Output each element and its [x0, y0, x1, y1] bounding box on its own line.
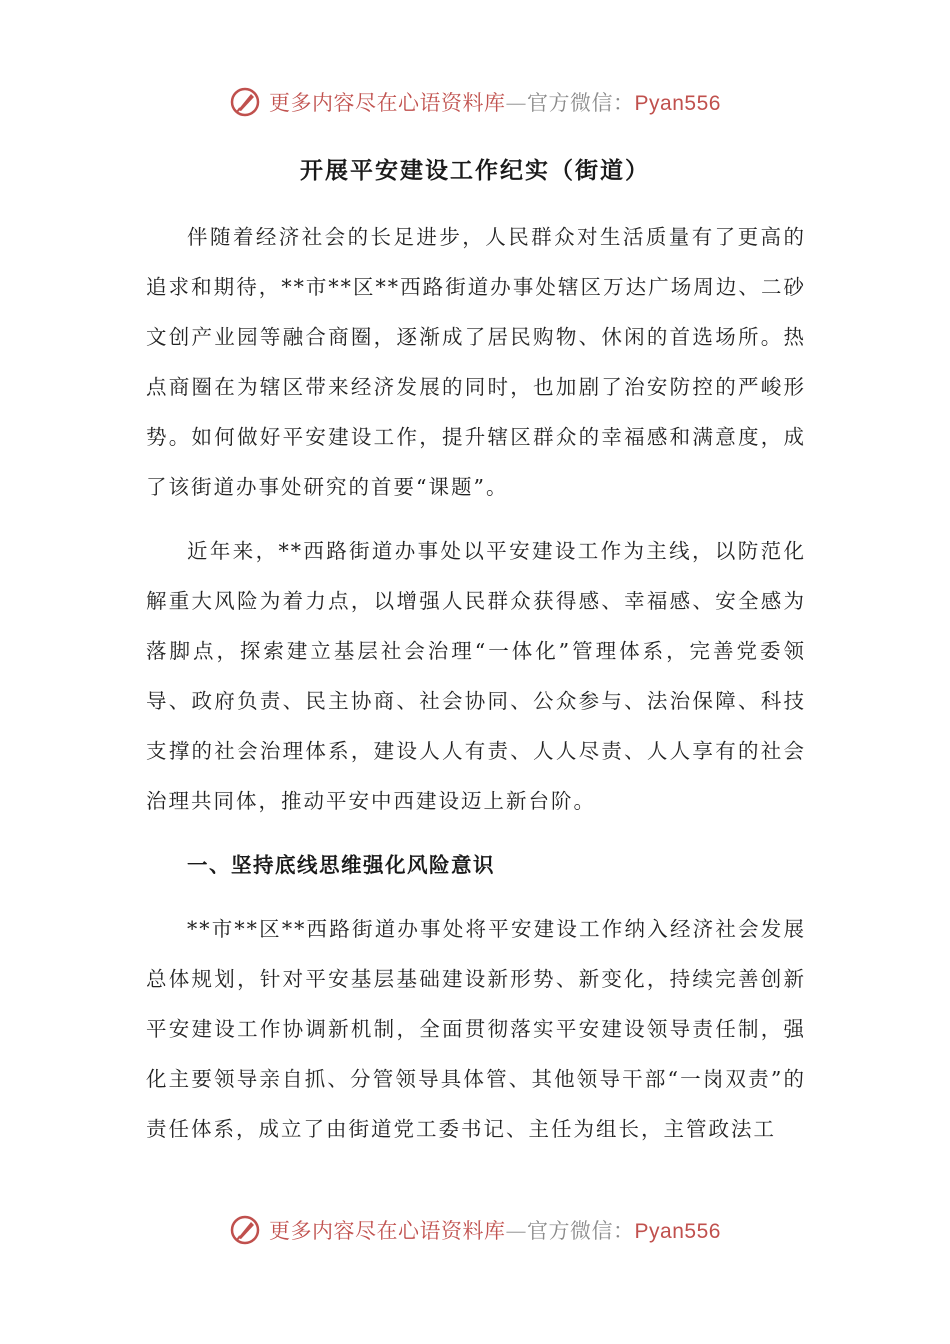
- footer-watermark-banner: [0, 1210, 950, 1250]
- banner-wechat-label: 官方微信：: [527, 91, 635, 115]
- banner-text: [269, 1215, 721, 1245]
- banner-text: [269, 87, 721, 117]
- banner-wechat-label: 官方微信：: [527, 1219, 635, 1243]
- quill-circle-logo-icon: [229, 1214, 261, 1246]
- banner-prefix: 更多内容尽在心语资料库: [269, 1219, 506, 1243]
- body-paragraph-1: 伴随着经济社会的长足进步，人民群众对生活质量有了更高的追求和期待，**市**区**西路街道办事处辖区万达广场周边、二砂文创产业园等融合商圈，逐渐成了居民购物、休闲的首选场所。热点商圈在为辖区带来经济发展的同时，也加剧了治安防控的严峻形势。如何做好平安建设工作，提升辖区群众的幸福感和满意度，成了该街道办事处研究的首要“课题”。: [146, 225, 806, 499]
- banner-wechat-id: Pyan556: [634, 92, 721, 115]
- section-1-paragraph: **市**区**西路街道办事处将平安建设工作纳入经济社会发展总体规划，针对平安基层基础建设新形势、新变化，持续完善创新平安建设工作协调新机制，全面贯彻落实平安建设领导责任制，强化主要领导亲自抓、分管领导具体管、其他领导干部“一岗双责”的责任体系，成立了由街道党工委书记、主任为组长，主管政法工: [146, 917, 806, 1141]
- section-heading-1: 一、坚持底线思维强化风险意识: [187, 853, 495, 877]
- header-watermark-banner: [0, 82, 950, 122]
- document-body: [146, 212, 806, 1154]
- banner-wechat-id: Pyan556: [634, 1220, 721, 1243]
- document-title: 开展平安建设工作纪实（街道）: [300, 157, 650, 184]
- body-paragraph-2: 近年来，**西路街道办事处以平安建设工作为主线，以防范化解重大风险为着力点，以增强人民群众获得感、幸福感、安全感为落脚点，探索建立基层社会治理“一体化”管理体系，完善党委领导、政府负责、民主协商、社会协同、公众参与、法治保障、科技支撑的社会治理体系，建设人人有责、人人尽责、人人享有的社会治理共同体，推动平安中西建设迈上新台阶。: [146, 539, 806, 813]
- banner-separator: —: [505, 91, 528, 115]
- banner-prefix: 更多内容尽在心语资料库: [269, 91, 506, 115]
- quill-circle-logo-icon: [229, 86, 261, 118]
- banner-separator: —: [505, 1219, 528, 1243]
